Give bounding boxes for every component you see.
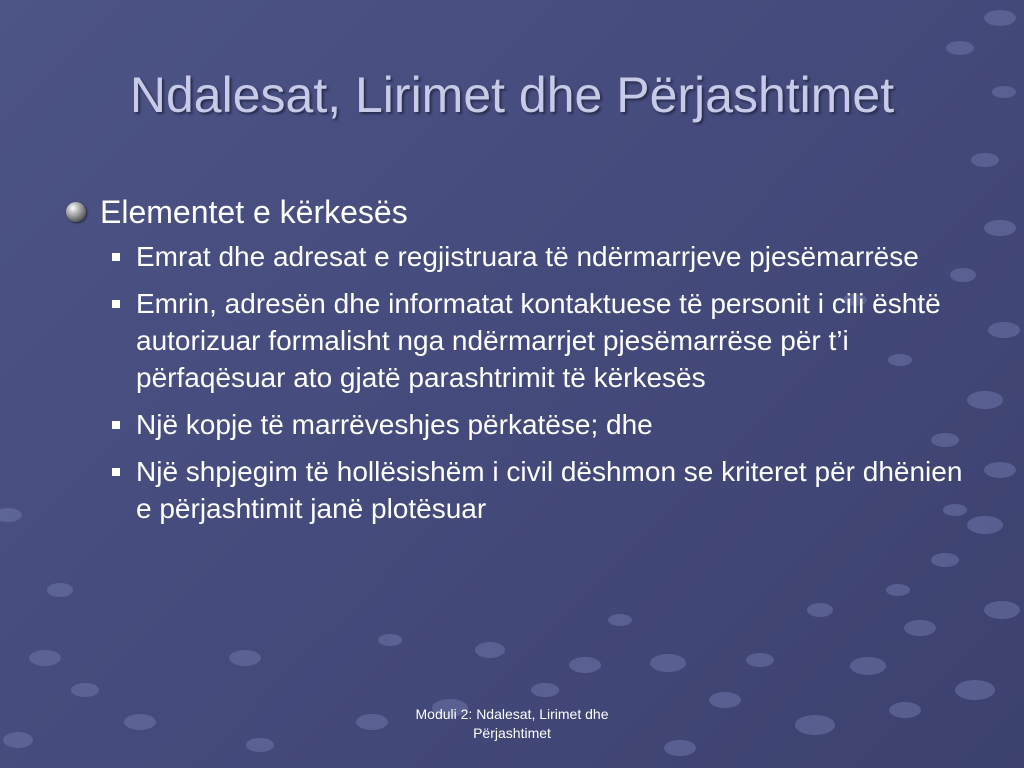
main-bullet-text: Elementet e kërkesës bbox=[100, 194, 408, 230]
slide-title: Ndalesat, Lirimet dhe Përjashtimet bbox=[129, 67, 895, 123]
sub-bullet-item bbox=[112, 406, 976, 443]
footer-line: Moduli 2: Ndalesat, Lirimet dhe bbox=[415, 706, 609, 722]
square-bullet-icon bbox=[112, 253, 120, 261]
slide-content bbox=[66, 192, 976, 537]
footer-line: Përjashtimet bbox=[473, 725, 551, 741]
square-bullet-icon bbox=[112, 468, 120, 476]
slide-footer bbox=[350, 705, 674, 743]
sub-bullet-item bbox=[112, 453, 976, 527]
sub-bullet-text: Një kopje të marrëveshjes përkatëse; dhe bbox=[136, 409, 653, 440]
square-bullet-icon bbox=[112, 300, 120, 308]
sub-bullet-list bbox=[66, 238, 976, 527]
main-bullet bbox=[66, 192, 976, 232]
sub-bullet-text: Një shpjegim të hollësishëm i civil dëshmon se kriteret për dhënien e përjashtimit janë plotësuar bbox=[136, 456, 963, 524]
sub-bullet-text: Emrin, adresën dhe informatat kontaktuese të personit i cili është autorizuar formalisht nga ndërmarrjet pjesëmarrëse për t’i përfaqësuar ato gjatë parashtrimit të kërkesës bbox=[136, 288, 941, 393]
sub-bullet-item bbox=[112, 238, 976, 275]
sphere-bullet-icon bbox=[66, 202, 86, 222]
sub-bullet-item bbox=[112, 285, 976, 396]
square-bullet-icon bbox=[112, 421, 120, 429]
sub-bullet-text: Emrat dhe adresat e regjistruara të ndërmarrjeve pjesëmarrëse bbox=[136, 241, 919, 272]
